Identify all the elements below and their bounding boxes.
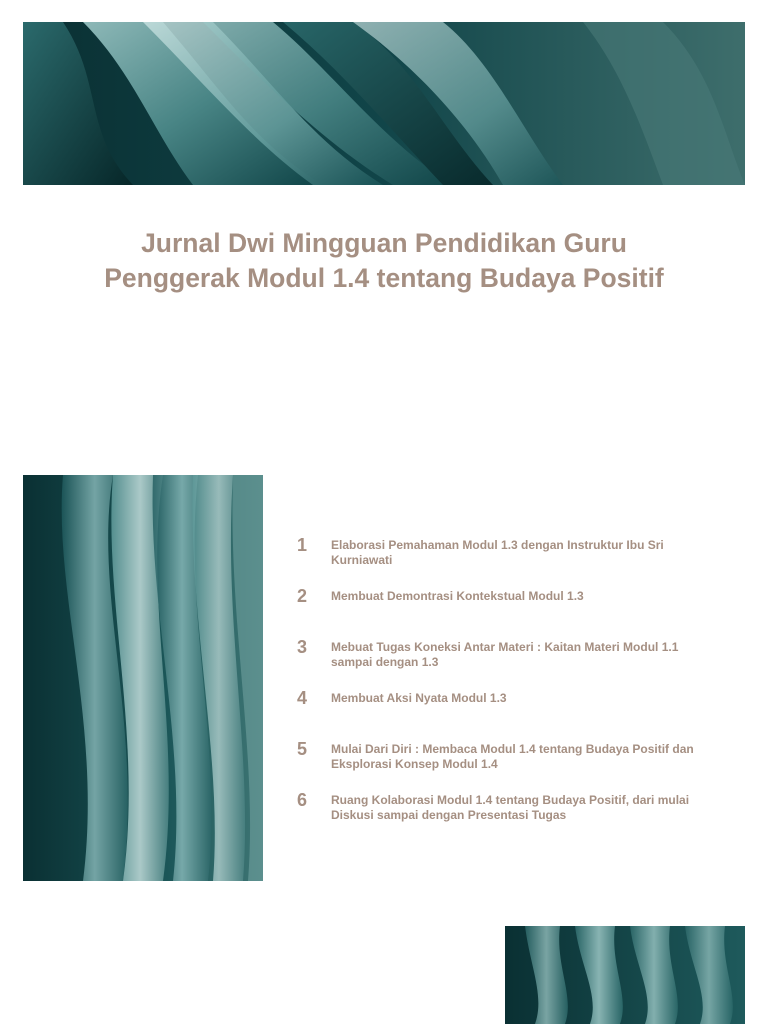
- corner-decorative-image: [505, 926, 745, 1024]
- item-number: 4: [296, 688, 307, 708]
- item-number: 5: [296, 739, 307, 759]
- teal-wave-graphic: [505, 926, 745, 1024]
- list-item: [290, 790, 710, 833]
- item-number: 3: [296, 637, 307, 657]
- list-item: [290, 637, 710, 680]
- list-item: [290, 739, 710, 782]
- item-text: Mebuat Tugas Koneksi Antar Materi : Kaitan Materi Modul 1.1 sampai dengan 1.3: [331, 640, 679, 669]
- item-text: Ruang Kolaborasi Modul 1.4 tentang Budaya Positif, dari mulai Diskusi sampai dengan Presentasi Tugas: [331, 793, 690, 822]
- side-decorative-image: [23, 475, 263, 881]
- header-banner-image: [23, 22, 745, 185]
- item-number: 1: [296, 535, 307, 555]
- list-item: [290, 688, 710, 731]
- list-item: [290, 586, 710, 629]
- item-text: Elaborasi Pemahaman Modul 1.3 dengan Instruktur Ibu Sri Kurniawati: [331, 538, 664, 567]
- item-text: Membuat Demontrasi Kontekstual Modul 1.3: [331, 589, 584, 603]
- item-number: 6: [296, 790, 307, 810]
- teal-wave-graphic: [23, 475, 263, 881]
- teal-wave-graphic: [23, 22, 745, 185]
- item-number: 2: [296, 586, 307, 606]
- page-title: Jurnal Dwi Mingguan Pendidikan Guru Penggerak Modul 1.4 tentang Budaya Positif: [104, 228, 664, 293]
- item-text: Mulai Dari Diri : Membaca Modul 1.4 tentang Budaya Positif dan Eksplorasi Konsep Modul 1.4: [331, 742, 694, 771]
- item-text: Membuat Aksi Nyata Modul 1.3: [331, 691, 507, 705]
- list-item: [290, 535, 710, 578]
